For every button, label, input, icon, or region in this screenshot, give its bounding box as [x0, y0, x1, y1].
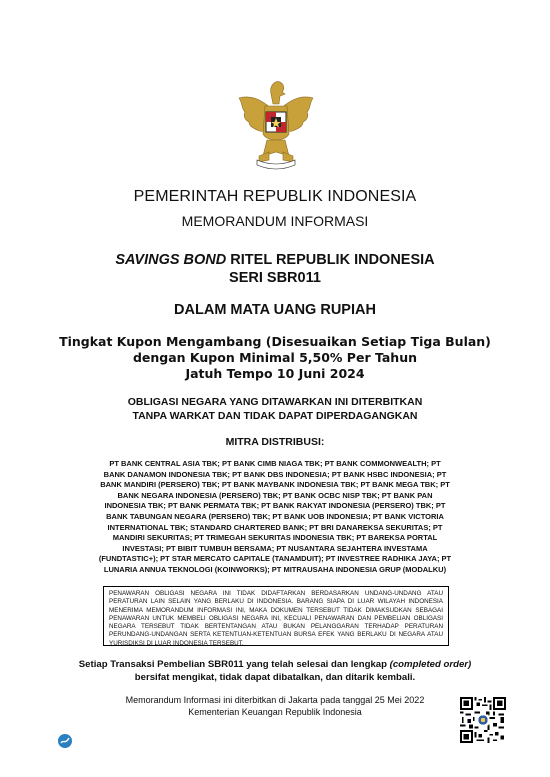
coupon-line-1: Tingkat Kupon Mengambang (Disesuaikan Setiap Tiga Bulan)	[59, 334, 491, 349]
memorandum-title: MEMORANDUM INFORMASI	[181, 213, 369, 229]
coupon-line-2: dengan Kupon Minimal 5,50% Per Tahun	[132, 350, 418, 365]
bond-title	[0, 252, 550, 268]
bond-series: SERI SBR011	[229, 270, 321, 286]
signature-mark-icon	[57, 733, 73, 749]
disclaimer-box: PENAWARAN OBLIGASI NEGARA INI TIDAK DIDAFTARKAN BERDASARKAN UNDANG-UNDANG ATAU PERATURAN LAIN SELAIN YANG BERLAKU DI INDONESIA. BARANG SIAPA DI LUAR WILAYAH INDONESIA MENERIMA MEMORANDUM INFORMASI INI, MAKA DOKUMEN TERSEBUT TIDAK DIMAKSUDKAN SEBAGAI PENAWARAN UNTUK MEMBELI OBLIGASI NEGARA INI, KECUALI PENAWARAN DAN PEMBELIAN OBLIGASI NEGARA TERSEBUT TIDAK BERTENTANGAN ATAU BUKAN PELANGGARAN TERHADAP PERATURAN PERUNDANG-UNDANGAN SERTA KETENTUAN-KETENTUAN BURSA EFEK YANG BERLAKU DI NEGARA ATAU YURISDIKSI DI LUAR INDONESIA TERSEBUT.	[103, 586, 449, 646]
transaction-line-1-text: Setiap Transaksi Pembelian SBR011 yang telah selesai dan lengkap	[78, 659, 390, 670]
issuance-line-2: TANPA WARKAT DAN TIDAK DAPAT DIPERDAGANGKAN	[132, 410, 418, 422]
issuance-notice	[0, 395, 550, 423]
footer-ministry: Kementerian Keuangan Republik Indonesia	[188, 707, 362, 717]
transaction-line-2: bersifat mengikat, tidak dapat dibatalkan, dan ditarik kembali.	[134, 672, 416, 683]
distributors-list: PT BANK CENTRAL ASIA TBK; PT BANK CIMB NIAGA TBK; PT BANK COMMONWEALTH; PT BANK DANAMON INDONESIA TBK; PT BANK DBS INDONESIA; PT BANK HSBC INDONESIA; PT BANK MANDIRI (PERSERO) TBK; PT BANK MAYBANK INDONESIA TBK; PT BANK MEGA TBK; PT BANK NEGARA INDONESIA (PERSERO) TBK; PT BANK OCBC NISP TBK; PT BANK PAN INDONESIA TBK; PT BANK PERMATA TBK; PT BANK RAKYAT INDONESIA (PERSERO) TBK; PT BANK TABUNGAN NEGARA (PERSERO) TBK; PT BANK UOB INDONESIA; PT BANK VICTORIA INTERNATIONAL TBK; STANDARD CHARTERED BANK; PT BRI DANAREKSA SEKURITAS; PT MANDIRI SEKURITAS; PT TRIMEGAH SEKURITAS INDONESIA TBK; PT BAREKSA PORTAL INVESTASI; PT BIBIT TUMBUH BERSAMA; PT NUSANTARA SEJAHTERA INVESTAMA (FUNDTASTIC+); PT STAR MERCATO CAPITALE (TANAMDUIT); PT INVESTREE RADHIKA JAYA; PT LUNARIA ANNUA TEKNOLOGI (KOINWORKS); PT MITRAUSAHA INDONESIA GRUP (MODALKU)	[98, 459, 452, 574]
coupon-block	[0, 334, 550, 382]
government-title: PEMERINTAH REPUBLIK INDONESIA	[133, 188, 417, 205]
currency-heading: DALAM MATA UANG RUPIAH	[174, 302, 376, 318]
garuda-emblem-icon	[235, 72, 317, 170]
transaction-line-1	[0, 658, 550, 671]
transaction-notice	[0, 658, 550, 684]
qr-code-icon	[460, 697, 506, 743]
issuance-line-1: OBLIGASI NEGARA YANG DITAWARKAN INI DITERBITKAN	[127, 396, 423, 408]
bond-title-italic: SAVINGS BOND	[115, 252, 227, 268]
transaction-line-1-italic: (completed order)	[389, 659, 472, 670]
distributors-heading: MITRA DISTRIBUSI:	[225, 436, 325, 448]
footer-issued: Memorandum Informasi ini diterbitkan di Jakarta pada tanggal 25 Mei 2022	[125, 695, 425, 705]
bond-title-rest: RITEL REPUBLIK INDONESIA	[226, 252, 435, 268]
maturity-line: Jatuh Tempo 10 Juni 2024	[185, 366, 365, 381]
